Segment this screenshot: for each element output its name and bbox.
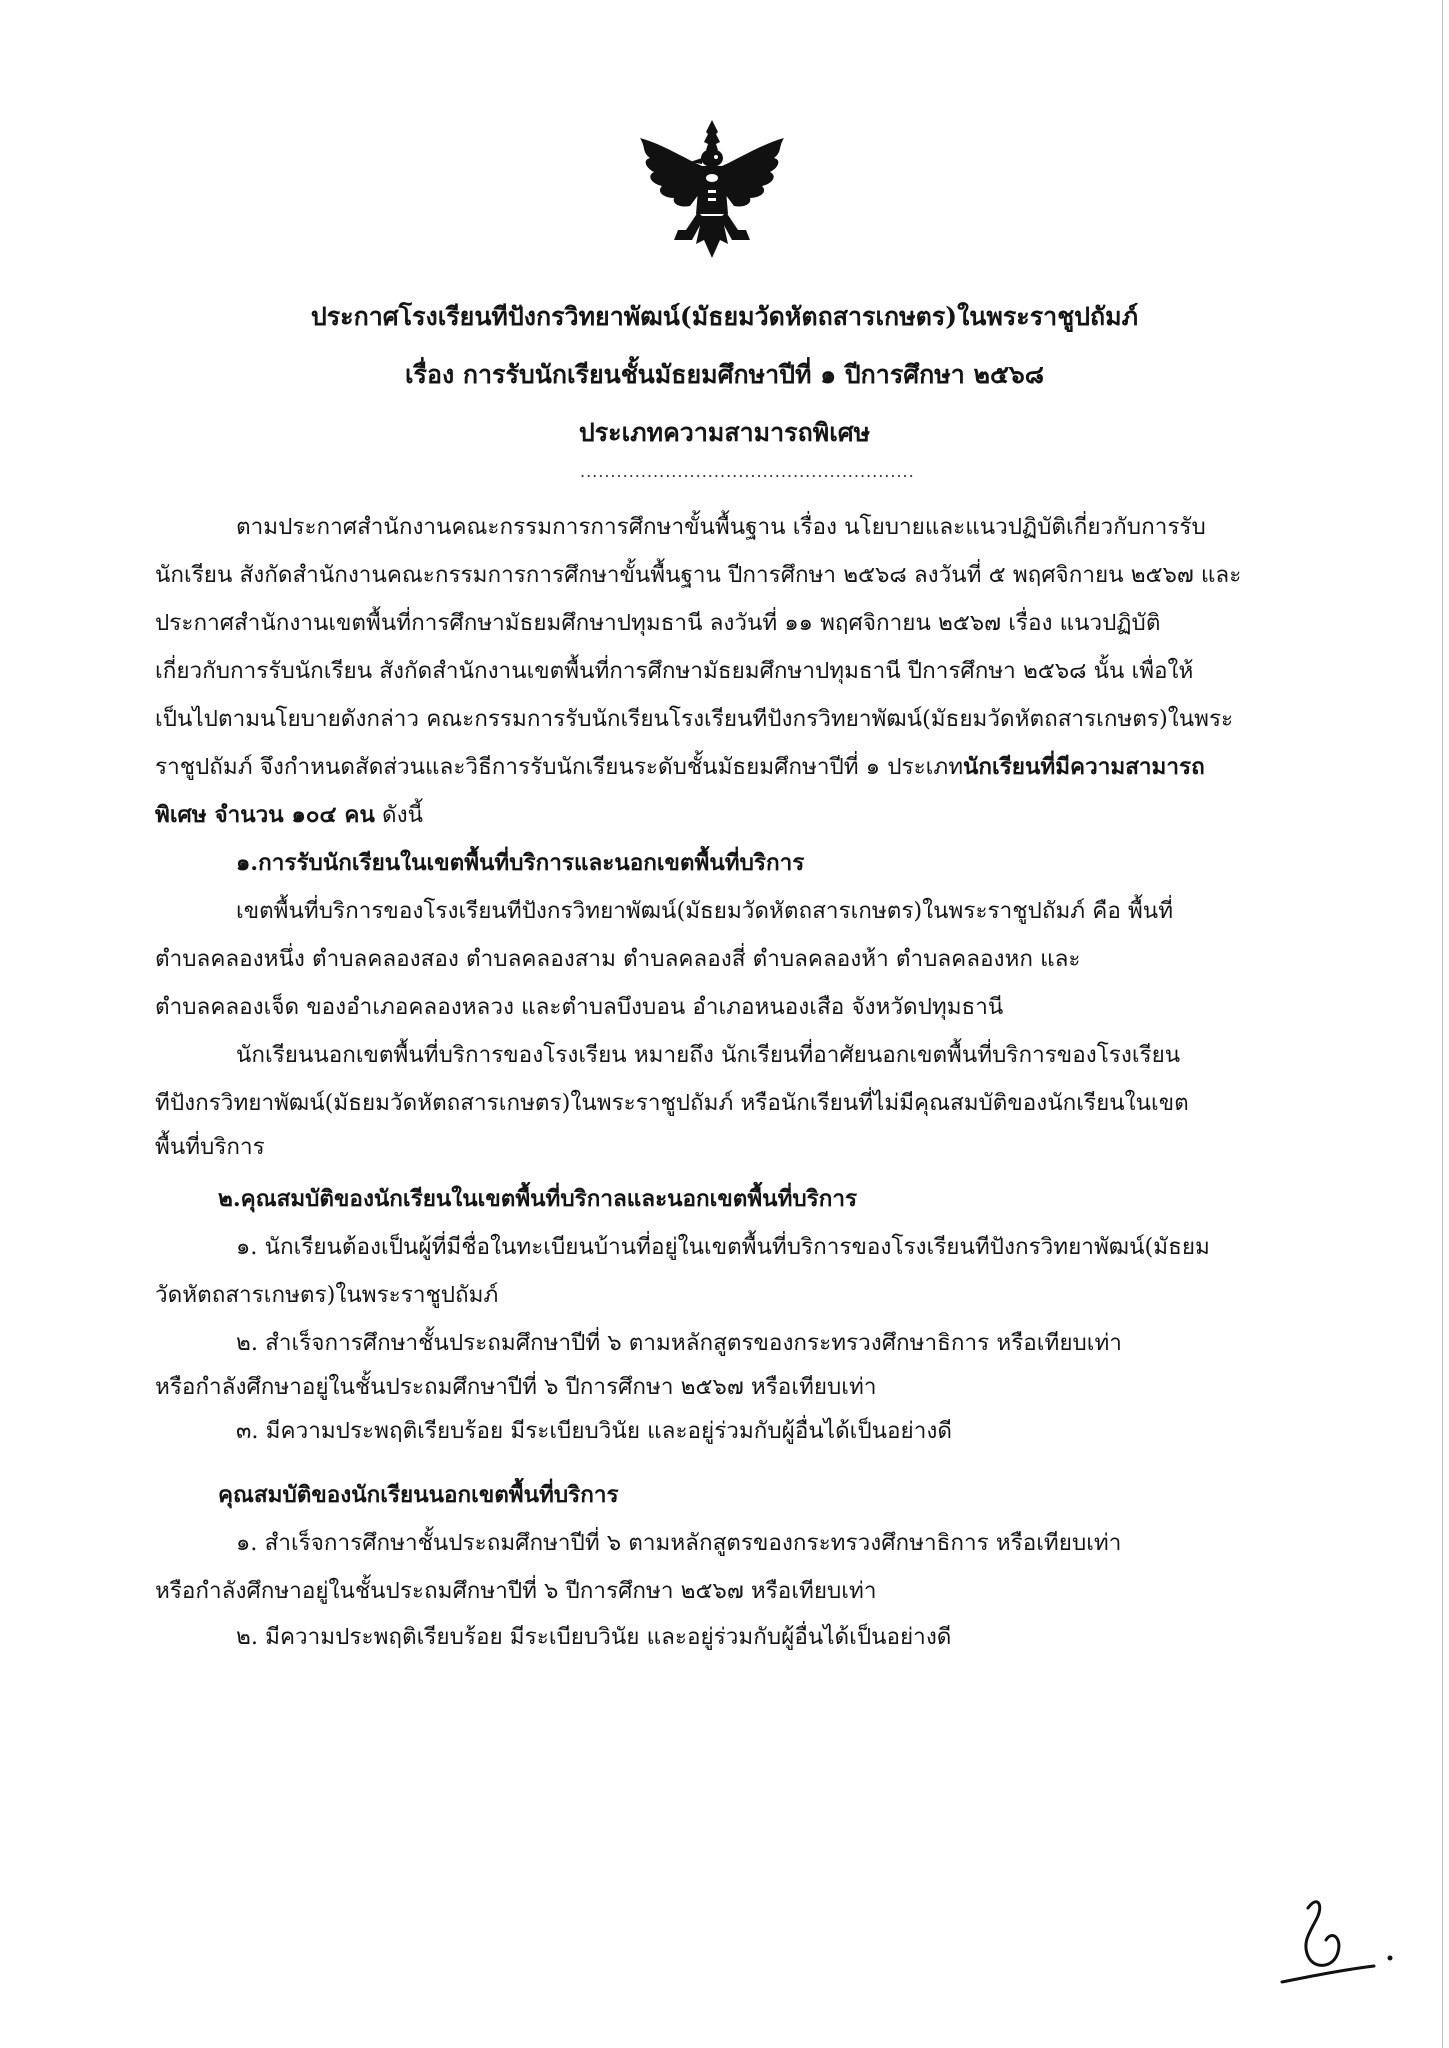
intro-highlight-1: นักเรียนที่มีความสามารถ xyxy=(963,754,1205,780)
intro-line-2: นักเรียน สังกัดสำนักงานคณะกรรมการการศึกษาขั้นพื้นฐาน ปีการศึกษา ๒๕๖๘ ลงวันที่ ๕ พฤศจิกายน ๒๕๖๗ และ xyxy=(155,562,1242,588)
section-1-p2-line-2: ทีปังกรวิทยาพัฒน์(มัธยมวัดหัตถสารเกษตร)ในพระราชูปถัมภ์ หรือนักเรียนที่ไม่มีคุณสมบัติของนักเรียนในเขต xyxy=(155,1090,1189,1116)
intro-line-4: เกี่ยวกับการรับนักเรียน สังกัดสำนักงานเขตพื้นที่การศึกษามัธยมศึกษาปทุมธานี ปีการศึกษา ๒๕๖๘ นั้น เพื่อให้ xyxy=(155,658,1194,684)
header-separator: ....................................................... xyxy=(580,462,915,481)
section-2-item-3-line-1: ๓. มีความประพฤติเรียบร้อย มีระเบียบวินัย และอยู่ร่วมกับผู้อื่นได้เป็นอย่างดี xyxy=(236,1418,952,1444)
intro-line-6 xyxy=(155,752,1205,782)
section-1-p2-line-3: พื้นที่บริการ xyxy=(155,1134,265,1160)
intro-line-1: ตามประกาศสำนักงานคณะกรรมการการศึกษาขั้นพื้นฐาน เรื่อง นโยบายและแนวปฏิบัติเกี่ยวกับการรับ xyxy=(236,514,1206,540)
announcement-subject: เรื่อง การรับนักเรียนชั้นมัธยมศึกษาปีที่ ๑ ปีการศึกษา ๒๕๖๘ xyxy=(404,360,1045,389)
announcement-category: ประเภทความสามารถพิเศษ xyxy=(578,418,871,447)
intro-highlight-2: พิเศษ จำนวน ๑๐๔ คน xyxy=(155,802,375,828)
section-1-p1-line-2: ตำบลคลองหนึ่ง ตำบลคลองสอง ตำบลคลองสาม ตำบลคลองสี่ ตำบลคลองห้า ตำบลคลองหก และ xyxy=(155,946,1081,972)
intro-line-7-text: ดังนี้ xyxy=(374,802,423,828)
section-2-item-2-line-2: หรือกำลังศึกษาอยู่ในชั้นประถมศึกษาปีที่ ๖ ปีการศึกษา ๒๕๖๗ หรือเทียบเท่า xyxy=(155,1374,877,1400)
section-3-item-1-line-1: ๑. สำเร็จการศึกษาชั้นประถมศึกษาปีที่ ๖ ตามหลักสูตรของกระทรวงศึกษาธิการ หรือเทียบเท่า xyxy=(236,1530,1122,1556)
section-2-item-1-line-2: วัดหัตถสารเกษตร)ในพระราชูปถัมภ์ xyxy=(155,1282,499,1308)
handwritten-signature-icon xyxy=(1262,1886,1412,1996)
section-1-p1-line-1: เขตพื้นที่บริการของโรงเรียนทีปังกรวิทยาพัฒน์(มัธยมวัดหัตถสารเกษตร)ในพระราชูปถัมภ์ คือ พื้นที่ xyxy=(236,898,1174,924)
section-3-item-1-line-2: หรือกำลังศึกษาอยู่ในชั้นประถมศึกษาปีที่ ๖ ปีการศึกษา ๒๕๖๗ หรือเทียบเท่า xyxy=(155,1578,877,1604)
section-1-p2-line-1: นักเรียนนอกเขตพื้นที่บริการของโรงเรียน หมายถึง นักเรียนที่อาศัยนอกเขตพื้นที่บริการของโรงเรียน xyxy=(236,1042,1181,1068)
section-1-title: ๑.การรับนักเรียนในเขตพื้นที่บริการและนอกเขตพื้นที่บริการ xyxy=(236,850,805,876)
intro-line-7 xyxy=(155,800,423,830)
announcement-title: ประกาศโรงเรียนทีปังกรวิทยาพัฒน์(มัธยมวัดหัตถสารเกษตร)ในพระราชูปถัมภ์ xyxy=(310,302,1139,331)
intro-line-6-text: ราชูปถัมภ์ จึงกำหนดสัดส่วนและวิธีการรับนักเรียนระดับชั้นมัธยมศึกษาปีที่ ๑ ประเภท xyxy=(155,754,964,780)
intro-line-3: ประกาศสำนักงานเขตพื้นที่การศึกษามัธยมศึกษาปทุมธานี ลงวันที่ ๑๑ พฤศจิกายน ๒๕๖๗ เรื่อง แนวปฏิบัติ xyxy=(155,610,1161,636)
section-2-title: ๒.คุณสมบัติของนักเรียนในเขตพื้นที่บริกาลและนอกเขตพื้นที่บริการ xyxy=(218,1186,858,1212)
section-1-p1-line-3: ตำบลคลองเจ็ด ของอำเภอคลองหลวง และตำบลบึงบอน อำเภอหนองเสือ จังหวัดปทุมธานี xyxy=(155,994,1004,1020)
intro-line-5: เป็นไปตามนโยบายดังกล่าว คณะกรรมการรับนักเรียนโรงเรียนทีปังกรวิทยาพัฒน์(มัธยมวัดหัตถสารเกษตร)ในพระ xyxy=(155,706,1234,732)
section-2-item-2-line-1: ๒. สำเร็จการศึกษาชั้นประถมศึกษาปีที่ ๖ ตามหลักสูตรของกระทรวงศึกษาธิการ หรือเทียบเท่า xyxy=(236,1330,1122,1356)
section-2-item-1-line-1: ๑. นักเรียนต้องเป็นผู้ที่มีชื่อในทะเบียนบ้านที่อยู่ในเขตพื้นที่บริการของโรงเรียนทีปังกรวิทยาพัฒน์(มัธยม xyxy=(236,1234,1210,1260)
section-3-title: คุณสมบัติของนักเรียนนอกเขตพื้นที่บริการ xyxy=(218,1482,619,1508)
garuda-emblem-icon xyxy=(632,118,792,268)
section-3-item-2-line-1: ๒. มีความประพฤติเรียบร้อย มีระเบียบวินัย และอยู่ร่วมกับผู้อื่นได้เป็นอย่างดี xyxy=(236,1624,952,1650)
